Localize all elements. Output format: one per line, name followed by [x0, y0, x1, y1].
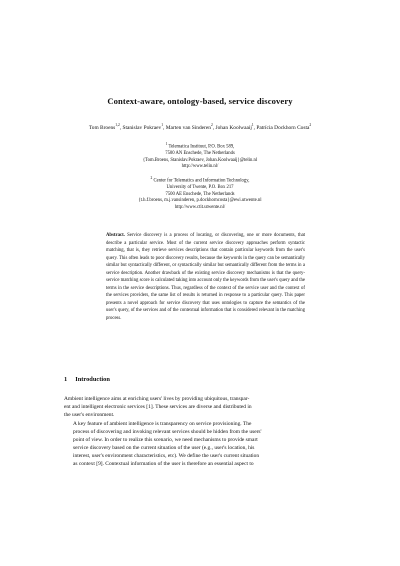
affiliation-line: 7500 AE Enschede, The Netherlands [165, 191, 235, 197]
affiliation-line: 7500 AN Enschede, The Netherlands [165, 151, 235, 157]
text-line: interest, user's environment characteristics, etc). We define the user's current situation [73, 453, 260, 460]
affiliation-url: http://www.ctit.utwente.nl/ [174, 204, 226, 210]
author: Marten van Sinderen$^2$, [165, 123, 216, 131]
text-line: service discovery based on the current situation of the user (e.g., user's location, his [73, 445, 255, 452]
author-list [78, 125, 322, 133]
abstract-text: Service discovery is a process of locating, or discovering, one or more documents, that describe a particular service. Most of the current service discovery approaches perform syntactic matching, that is, they retrieve services descriptions that contain particular keywords from the user's query. This often leads to poor discovery results, because the keywords in the query can be semantically similar but syntactically different, or syntactically similar but semantically different from the terms in a service description. Another drawback of the existing service discovery mechanisms is that the query-service matching score is calculated taking into account only the keywords from the user's query and the terms in the service descriptions. Thus, regardless of the context of the service user and the context of the services providers, the same list of results is returned in response to a particular query. This paper presents a novel approach for service discovery that uses ontologies to capture the semantics of the user's query, of the services and of the contextual information that is considered relevant in the matching process. [106, 233, 306, 321]
text-line: process of discovering and invoking relevant services should be hidden from the users' [73, 429, 262, 436]
affiliation-line: $^2$ Center for Telematics and Information Technology, [150, 176, 250, 184]
section-number: 1 [64, 376, 68, 383]
affiliation-email: {Tom.Broens, Stanislav.Pokraev, Johan.Koolwaaij}@telin.nl [142, 157, 258, 163]
author: Tom Broens$^{1,2}$, [88, 123, 123, 131]
affiliation-block [80, 144, 320, 171]
body-paragraph [64, 420, 336, 469]
paper-title: Context-aware, ontology-based, service discovery [107, 96, 293, 106]
text-line: point of view. In order to realize this scenario, we need mechanisms to provide smart [73, 437, 258, 444]
section-heading [64, 376, 110, 383]
author: Johan Koolwaaij$^1$, [215, 123, 257, 131]
abstract-label: Abstract. [106, 233, 125, 238]
text-line: ent and intelligent electronic services [1]. These services are diverse and distributed in [64, 404, 252, 411]
affiliation-email: {t.h.f.broens, m.j.vansinderen, p.dockhorncosta}@ewi.utwente.nl [138, 198, 262, 204]
text-line: A key feature of ambient intelligence is transparency on service provisioning. The [73, 421, 252, 427]
author: Stanislav Pokraev$^1$, [122, 123, 166, 131]
abstract [106, 232, 305, 322]
affiliation-block [80, 178, 320, 212]
affiliation-line: University of Twente, P.O. Box 217 [166, 185, 234, 191]
section-title: Introduction [75, 376, 110, 383]
text-line: as context [9]. Contextual information of the user is therefore an essential aspect to [73, 461, 254, 468]
affiliation-url: http://www.telin.nl/ [181, 164, 219, 170]
author: Patrícia Dockhorn Costa$^2$ [256, 123, 312, 131]
affiliation-line: $^1$ Telematica Instituut, P.O. Box 589, [165, 142, 235, 150]
body-paragraph [64, 395, 336, 419]
text-line: Ambient intelligence aims at enriching users' lives by providing ubiquitous, transpar- [64, 396, 250, 402]
text-line: the user's environment. [64, 412, 115, 419]
